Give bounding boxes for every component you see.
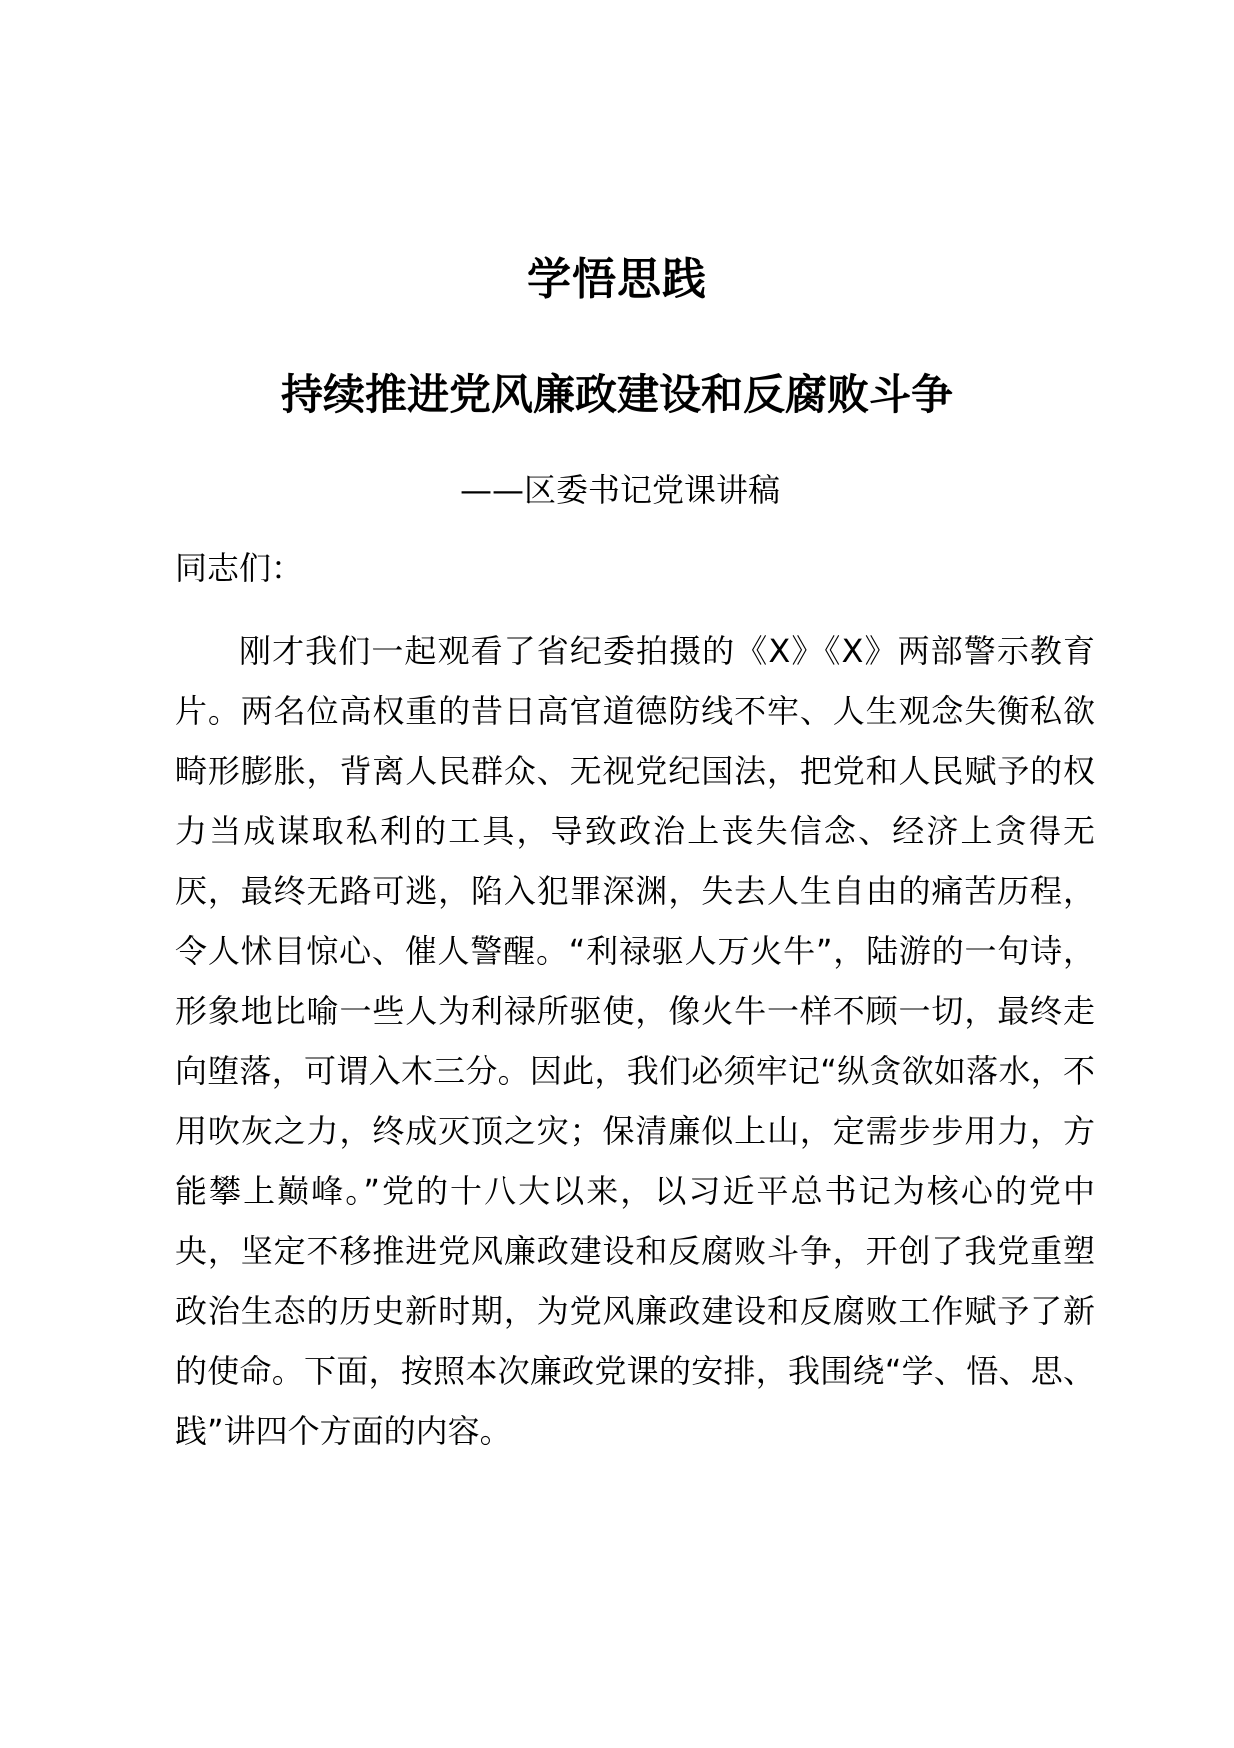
salutation: 同志们： <box>175 549 304 587</box>
document-subtitle: ——区委书记党课讲稿 <box>460 471 781 509</box>
body-paragraph: 刚才我们一起观看了省纪委拍摄的《X》《X》两部警示教育片。两名位高权重的昔日高官道德防线不牢、人生观念失衡私欲畸形膨胀，背离人民群众、无视党纪国法，把党和人民赋予的权力当成谋取私利的工具，导致政治上丧失信念、经济上贪得无厌，最终无路可逃，陷入犯罪深渊，失去人生自由的痛苦历程，令人怵目惊心、催人警醒。“利禄驱人万火牛”，陆游的一句诗，形象地比喻一些人为利禄所驱使，像火牛一样不顾一切，最终走向堕落，可谓入木三分。因此，我们必须牢记“纵贪欲如落水，不用吹灰之力，终成灭顶之灾；保清廉似上山，定需步步用力，方能攀上巅峰。”党的十八大以来，以习近平总书记为核心的党中央，坚定不移推进党风廉政建设和反腐败斗争，开创了我党重塑政治生态的历史新时期，为党风廉政建设和反腐败工作赋予了新的使命。下面，按照本次廉政党课的安排，我围绕“学、悟、思、践”讲四个方面的内容。 <box>175 632 1095 1450</box>
document-title-line1: 学悟思践 <box>527 254 707 305</box>
document-title-line2: 持续推进党风廉政建设和反腐败斗争 <box>280 370 953 419</box>
